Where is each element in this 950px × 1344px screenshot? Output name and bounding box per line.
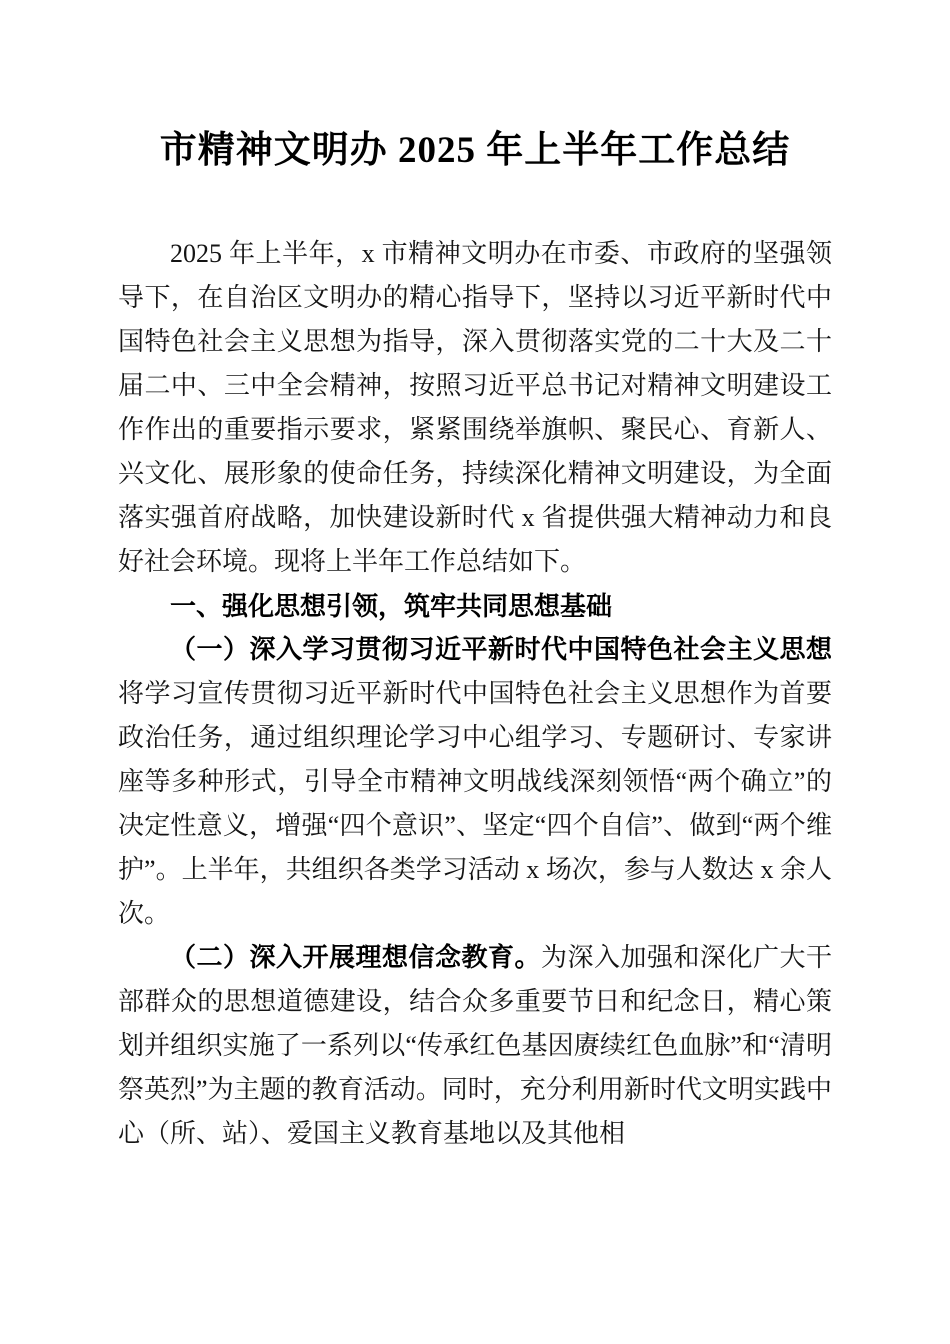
paragraph: 2025 年上半年，x 市精神文明办在市委、市政府的坚强领导下，在自治区文明办的精心指导下，坚持以习近平新时代中国特色社会主义思想为指导，深入贯彻落实党的二十大及二十届二中、三中全会精神，按照习近平总书记对精神文明建设工作作出的重要指示要求，紧紧围绕举旗帜、聚民心、育新人、兴文化、展形象的使命任务，持续深化精神文明建设，为全面落实强首府战略，加快建设新时代 x 省提供强大精神动力和良好社会环境。现将上半年工作总结如下。 xyxy=(118,239,832,576)
paragraph: （一）深入学习贯彻习近平新时代中国特色社会主义思想将学习宣传贯彻习近平新时代中国特色社会主义思想作为首要政治任务，通过组织理论学习中心组学习、专题研讨、专家讲座等多种形式，引导全市精神文明战线深刻领悟“两个确立”的决定性意义，增强“四个意识”、坚定“四个自信”、做到“两个维护”。上半年，共组织各类学习活动 x 场次，参与人数达 x 余人次。 xyxy=(118,635,832,928)
paragraph-lead: （二）深入开展理想信念教育。 xyxy=(170,943,541,972)
section-heading: 一、强化思想引领，筑牢共同思想基础 xyxy=(170,591,613,621)
paragraph: （二）深入开展理想信念教育。为深入加强和深化广大干部群众的思想道德建设，结合众多重要节日和纪念日，精心策划并组织实施了一系列以“传承红色基因赓续红色血脉”和“清明祭英烈”为主题的教育活动。同时，充分利用新时代文明实践中心（所、站）、爱国主义教育基地以及其他相 xyxy=(118,943,832,1148)
paragraph-lead: （一）深入学习贯彻习近平新时代中国特色社会主义思想 xyxy=(170,635,832,664)
document-body xyxy=(118,232,832,1156)
document-title: 市精神文明办 2025 年上半年工作总结 xyxy=(159,130,791,171)
